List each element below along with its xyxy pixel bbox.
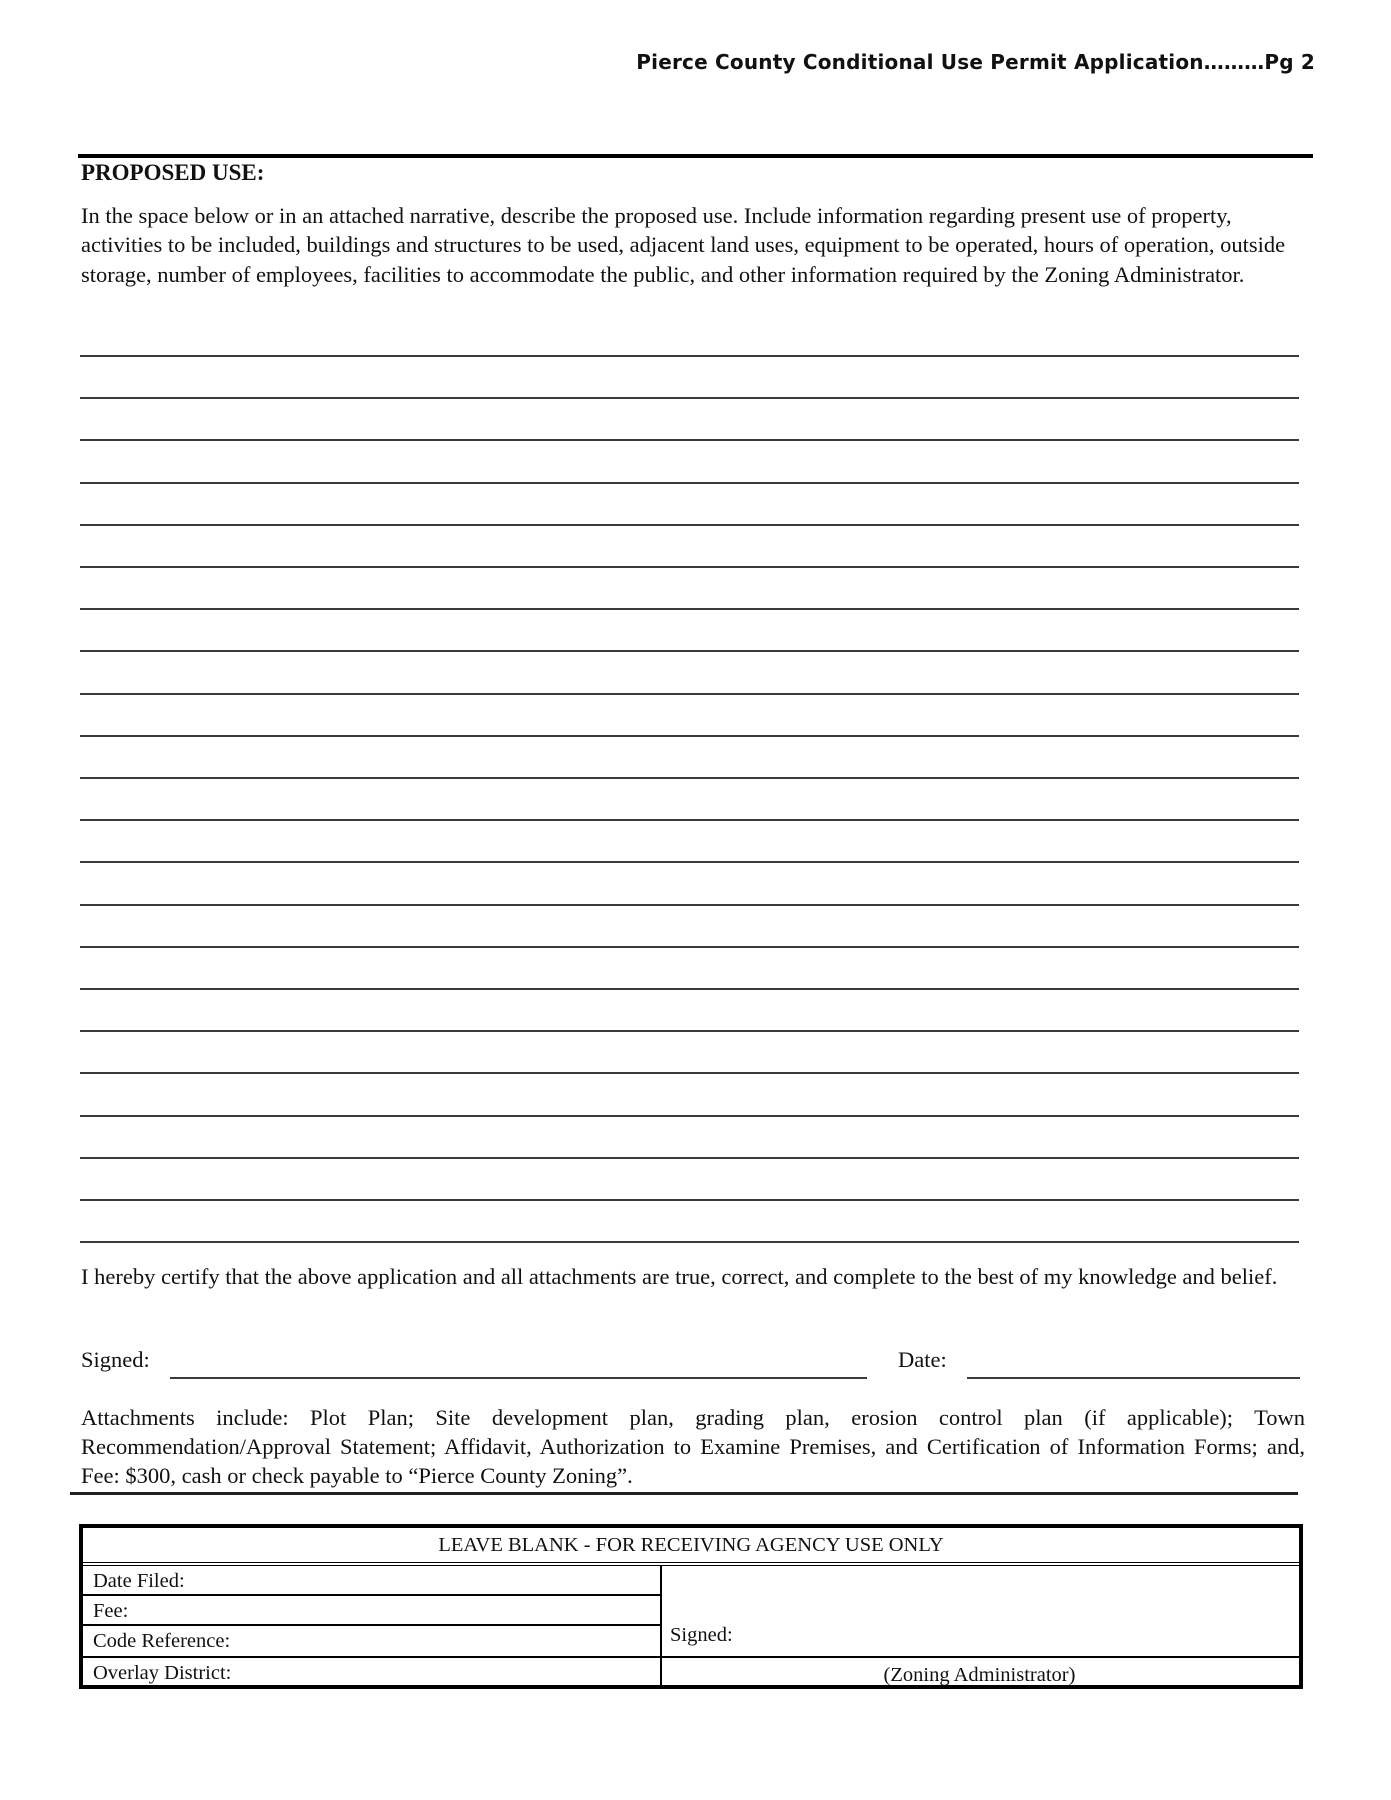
blank-writing-line[interactable] bbox=[80, 735, 1299, 737]
signed-label: Signed: bbox=[81, 1347, 150, 1372]
blank-writing-line[interactable] bbox=[80, 1030, 1299, 1032]
blank-writing-line[interactable] bbox=[80, 904, 1299, 906]
attachments-underline bbox=[70, 1492, 1298, 1495]
agency-table-header: LEAVE BLANK - FOR RECEIVING AGENCY USE ONLY bbox=[83, 1528, 1299, 1566]
page-header: Pierce County Conditional Use Permit Application………Pg 2 bbox=[636, 50, 1315, 74]
signature-field[interactable] bbox=[170, 1377, 867, 1379]
admin-signed-label: Signed: bbox=[670, 1624, 733, 1646]
blank-writing-line[interactable] bbox=[80, 1199, 1299, 1201]
blank-writing-line[interactable] bbox=[80, 524, 1299, 526]
zoning-administrator-label: (Zoning Administrator) bbox=[883, 1664, 1076, 1686]
section-divider bbox=[78, 154, 1313, 158]
blank-writing-line[interactable] bbox=[80, 1241, 1299, 1243]
blank-writing-line[interactable] bbox=[80, 650, 1299, 652]
fee-field: Fee: bbox=[83, 1596, 660, 1626]
blank-writing-line[interactable] bbox=[80, 693, 1299, 695]
section-title: PROPOSED USE: bbox=[81, 160, 265, 185]
date-label: Date: bbox=[898, 1347, 947, 1372]
certification-text: I hereby certify that the above application and all attachments are true, correct, and complete to the best of my knowledge and belief. bbox=[81, 1264, 1278, 1289]
date-field[interactable] bbox=[967, 1377, 1300, 1379]
blank-writing-line[interactable] bbox=[80, 439, 1299, 441]
blank-writing-line[interactable] bbox=[80, 988, 1299, 990]
blank-writing-line[interactable] bbox=[80, 1072, 1299, 1074]
admin-signature-line bbox=[660, 1656, 1299, 1658]
code-reference-field: Code Reference: bbox=[83, 1626, 660, 1658]
blank-writing-line[interactable] bbox=[80, 946, 1299, 948]
blank-writing-line[interactable] bbox=[80, 482, 1299, 484]
blank-writing-line[interactable] bbox=[80, 1157, 1299, 1159]
blank-writing-line[interactable] bbox=[80, 1115, 1299, 1117]
blank-writing-line[interactable] bbox=[80, 566, 1299, 568]
agency-left-column bbox=[83, 1566, 662, 1685]
blank-writing-line[interactable] bbox=[80, 355, 1299, 357]
overlay-district-field: Overlay District: bbox=[93, 1662, 232, 1684]
blank-writing-line[interactable] bbox=[80, 777, 1299, 779]
blank-writing-line[interactable] bbox=[80, 608, 1299, 610]
date-filed-field: Date Filed: bbox=[83, 1566, 660, 1596]
blank-writing-line[interactable] bbox=[80, 397, 1299, 399]
blank-writing-line[interactable] bbox=[80, 861, 1299, 863]
attachments-text: Attachments include: Plot Plan; Site development plan, grading plan, erosion control plan (if applicable); Town Recommendation/Approval Statement; Affidavit, Authorization to Examine Premises, and Certification of Information Forms; and, Fee: $300, cash or check payable to “Pierce County Zoning”. bbox=[81, 1405, 1305, 1488]
agency-use-table bbox=[79, 1524, 1303, 1689]
blank-writing-line[interactable] bbox=[80, 819, 1299, 821]
agency-right-column bbox=[660, 1566, 1299, 1685]
instructions-text: In the space below or in an attached narrative, describe the proposed use. Include information regarding present use of property, activities to be included, buildings and structures to be used, adjacent land uses, equipment to be operated, hours of operation, outside storage, number of employees, facilities to accommodate the public, and other information required by the Zoning Administrator. bbox=[81, 203, 1286, 287]
